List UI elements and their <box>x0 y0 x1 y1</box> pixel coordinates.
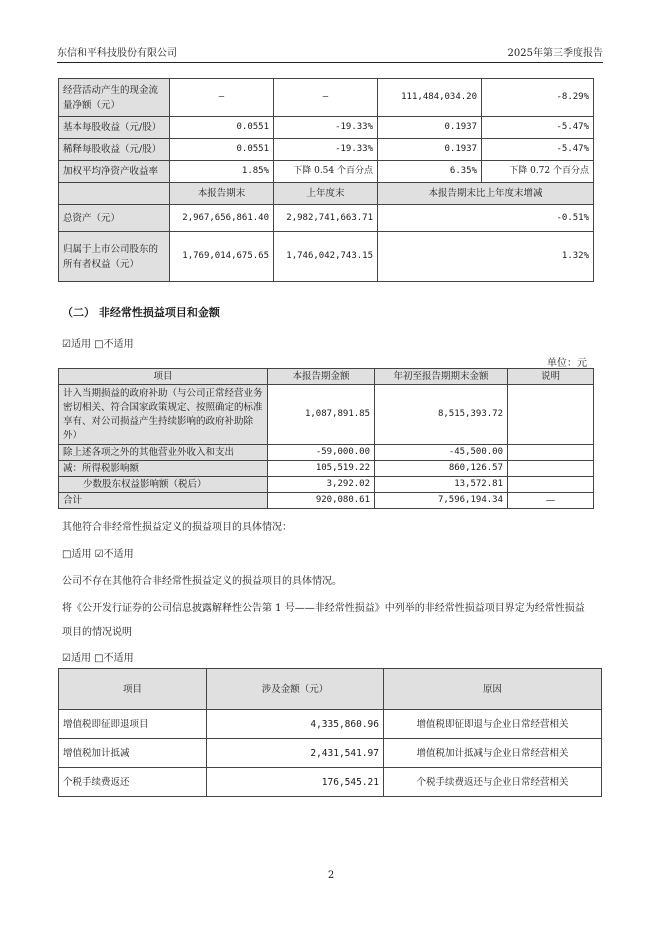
note-cell <box>508 461 594 477</box>
table-row <box>59 232 594 282</box>
applicable-checkbox-3: ☑适用 □不适用 <box>62 653 134 664</box>
item-cell: 个税手续费返还 <box>59 768 207 797</box>
item-cell: 合计 <box>59 493 268 509</box>
item-cell: 增值税即征即退项目 <box>59 710 207 739</box>
column-header: 本报告期末 <box>170 183 274 205</box>
table-row <box>59 385 594 445</box>
cell: 0.1937 <box>378 117 482 139</box>
table-header <box>59 369 594 385</box>
column-header: 项目 <box>59 669 207 710</box>
reason-cell: 增值税即征即退与企业日常经营相关 <box>384 710 602 739</box>
cell: 下降 0.54 个百分点 <box>274 161 378 183</box>
column-header: 本报告期金额 <box>268 369 375 385</box>
item-cell: 增值税加计抵减 <box>59 739 207 768</box>
cell: 1.85% <box>170 161 274 183</box>
cell: 1.32% <box>378 232 594 282</box>
cell: 8,515,393.72 <box>375 385 508 445</box>
row-label: 稀释每股收益（元/股） <box>59 139 170 161</box>
column-header: 年初至报告期期末金额 <box>375 369 508 385</box>
cell: 3,292.02 <box>268 477 375 493</box>
report-title: 2025年第三季度报告 <box>507 48 603 59</box>
cell: -45,500.00 <box>375 445 508 461</box>
explanation-text-1: 将《公开发行证券的公司信息披露解释性公告第 1 号——非经常性损益》中列举的非经常性损益项目界定为经常性损益 <box>62 603 585 614</box>
cell: 6.35% <box>378 161 482 183</box>
table-row <box>59 445 594 461</box>
cell: -5.47% <box>482 139 594 161</box>
item-cell: 少数股东权益影响额（税后） <box>59 477 268 493</box>
item-cell: 除上述各项之外的其他营业外收入和支出 <box>59 445 268 461</box>
table-row <box>59 117 594 139</box>
column-header: 说明 <box>508 369 594 385</box>
cell: 2,982,741,663.71 <box>274 205 378 232</box>
unit-label: 单位：元 <box>547 358 587 369</box>
row-label: 归属于上市公司股东的所有者权益（元） <box>59 232 170 282</box>
cell: — <box>170 79 274 117</box>
cell: 860,126.57 <box>375 461 508 477</box>
header-divider <box>57 62 603 63</box>
table-row <box>59 493 594 509</box>
row-label: 总资产（元） <box>59 205 170 232</box>
table-row <box>59 768 602 797</box>
table-subheader <box>59 183 594 205</box>
cell: -5.47% <box>482 117 594 139</box>
page-header <box>57 44 603 58</box>
cell: 1,746,042,743.15 <box>274 232 378 282</box>
cell: 下降 0.72 个百分点 <box>482 161 594 183</box>
row-label: 基本每股收益（元/股） <box>59 117 170 139</box>
applicable-checkbox-2: □适用 ☑不适用 <box>62 549 134 560</box>
cell: 1,087,891.85 <box>268 385 375 445</box>
other-definition-text: 其他符合非经常性损益定义的损益项目的具体情况： <box>62 522 292 533</box>
reason-cell: 个税手续费返还与企业日常经营相关 <box>384 768 602 797</box>
table-row <box>59 710 602 739</box>
cell: 0.1937 <box>378 139 482 161</box>
table-row <box>59 139 594 161</box>
item-cell: 减：所得税影响额 <box>59 461 268 477</box>
column-header: 本报告期末比上年度末增减 <box>378 183 594 205</box>
cell: 2,967,656,861.40 <box>170 205 274 232</box>
section-title: （二） 非经常性损益项目和金额 <box>62 306 220 319</box>
page-number: 2 <box>327 870 335 881</box>
table-row <box>59 477 594 493</box>
row-label: 经营活动产生的现金流量净额（元） <box>59 79 170 117</box>
cell: -8.29% <box>482 79 594 117</box>
no-other-text: 公司不存在其他符合非经常性损益定义的损益项目的具体情况。 <box>62 576 342 587</box>
column-header: 项目 <box>59 369 268 385</box>
amount-cell: 2,431,541.97 <box>207 739 384 768</box>
applicable-checkbox-1: ☑适用 □不适用 <box>62 339 134 350</box>
note-cell <box>508 385 594 445</box>
column-header: 原因 <box>384 669 602 710</box>
company-name: 东信和平科技股份有限公司 <box>57 48 177 59</box>
column-header: 上年度末 <box>274 183 378 205</box>
note-cell <box>508 445 594 461</box>
table-row <box>59 205 594 232</box>
cell: 111,484,034.20 <box>378 79 482 117</box>
cell: 920,080.61 <box>268 493 375 509</box>
note-cell: — <box>508 493 594 509</box>
cell: 13,572.81 <box>375 477 508 493</box>
table-row <box>59 79 594 117</box>
table-header <box>59 669 602 710</box>
cell: -19.33% <box>274 139 378 161</box>
cell: -0.51% <box>378 205 594 232</box>
cell: 105,519.22 <box>268 461 375 477</box>
cell: 0.0551 <box>170 139 274 161</box>
reason-cell: 增值税加计抵减与企业日常经营相关 <box>384 739 602 768</box>
cell: — <box>274 79 378 117</box>
cell: -59,000.00 <box>268 445 375 461</box>
table-row <box>59 461 594 477</box>
table-row <box>59 161 594 183</box>
note-cell <box>508 477 594 493</box>
cell: 1,769,014,675.65 <box>170 232 274 282</box>
column-header: 涉及金额（元） <box>207 669 384 710</box>
non-recurring-items-table <box>58 368 594 509</box>
recurring-classification-table <box>58 668 602 797</box>
cell: 0.0551 <box>170 117 274 139</box>
amount-cell: 176,545.21 <box>207 768 384 797</box>
row-label: 加权平均净资产收益率 <box>59 161 170 183</box>
amount-cell: 4,335,860.96 <box>207 710 384 739</box>
cell <box>59 183 170 205</box>
financial-indicators-table <box>58 78 594 282</box>
item-cell: 计入当期损益的政府补助（与公司正常经营业务密切相关、符合国家政策规定、按照确定的标准享有、对公司损益产生持续影响的政府补助除外） <box>59 385 268 445</box>
explanation-text-2: 项目的情况说明 <box>62 627 132 638</box>
cell: -19.33% <box>274 117 378 139</box>
cell: 7,596,194.34 <box>375 493 508 509</box>
table-row <box>59 739 602 768</box>
